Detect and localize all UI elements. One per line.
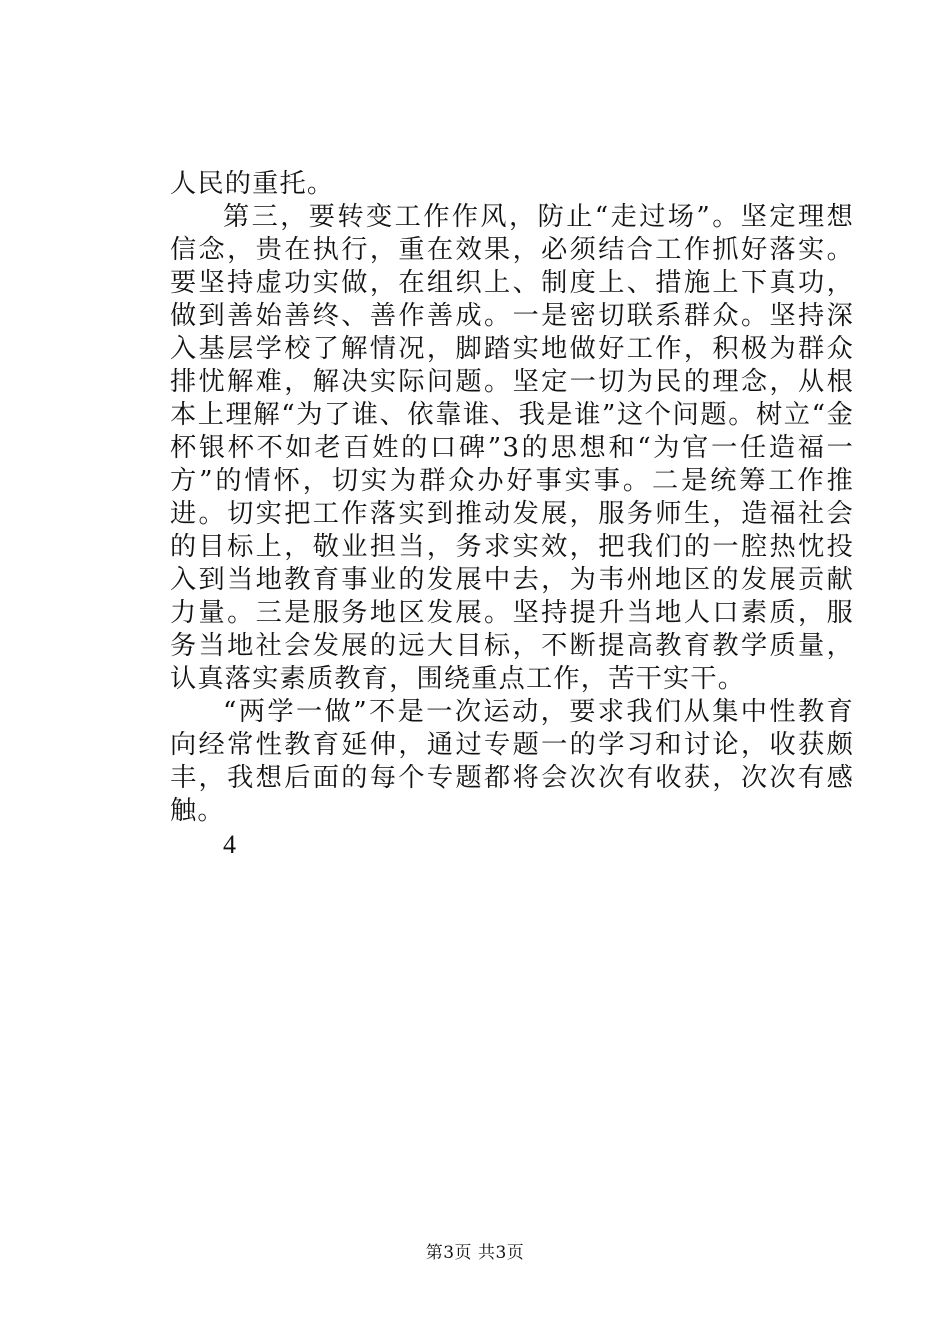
page-footer: 第3页 共3页	[425, 1243, 525, 1263]
paragraph-third-point: 第三，要转变工作作风，防止“走过场”。坚定理想信念，贵在执行，重在效果，必须结合工作抓好落实。要坚持虚功实做，在组织上、制度上、措施上下真功，做到善始善终、善作善成。一是密切联系群众。坚持深入基层学校了解情况，脚踏实地做好工作，积极为群众排忧解难，解决实际问题。坚定一切为民的理念，从根本上理解“为了谁、依靠谁、我是谁”这个问题。树立“金杯银杯不如老百姓的口碑”3的思想和“为官一任造福一方”的情怀，切实为群众办好事实事。二是统筹工作推进。切实把工作落实到推动发展，服务师生，造福社会的目标上，敬业担当，务求实效，把我们的一腔热忱投入到当地教育事业的发展中去，为韦州地区的发展贡献力量。三是服务地区发展。坚持提升当地人口素质，服务当地社会发展的远大目标，不断提高教育教学质量，认真落实素质教育，围绕重点工作，苦干实干。	[170, 202, 854, 694]
paragraph-conclusion: “两学一做”不是一次运动，要求我们从集中性教育向经常性教育延伸，通过专题一的学习和讨论，收获颇丰，我想后面的每个专题都将会次次有收获，次次有感触。	[170, 697, 854, 826]
paragraph-continuation: 人民的重托。	[170, 169, 335, 199]
page-number-marker: 4	[223, 830, 238, 859]
document-body	[170, 168, 854, 861]
